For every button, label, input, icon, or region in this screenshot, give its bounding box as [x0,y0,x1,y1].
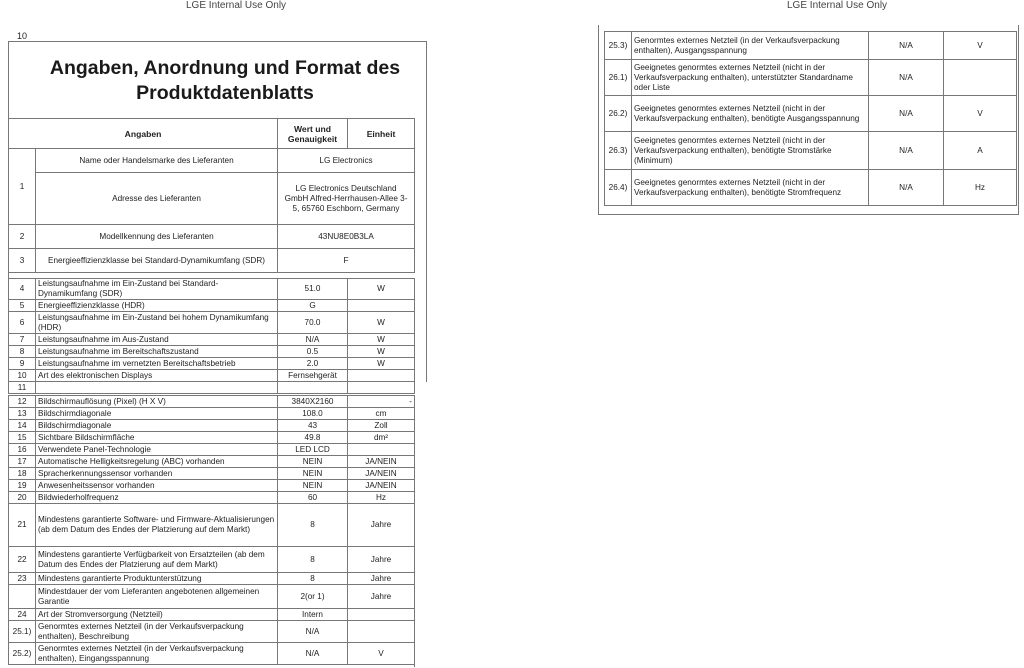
header-left: LGE Internal Use Only [186,0,287,11]
table-row [9,279,415,300]
table-row [9,300,415,312]
row-value: LG Electronics [278,149,415,173]
row-label: Geeignetes genormtes externes Netzteil (nicht in der Verkaufsverpackung enthalten), benötigte Ausgangsspannung [632,96,869,132]
row-number: 15 [9,432,36,444]
row-value: 43 [278,420,348,432]
title-line-1: Angaben, Anordnung und Format des [49,57,401,79]
spec-table-top [8,118,415,273]
row-number: 26.1) [605,60,632,96]
row-unit: Jahre [348,573,415,585]
row-value: 8 [278,504,348,547]
table-row [605,170,1017,206]
row-number: 25.1) [9,621,36,643]
row-label: Sichtbare Bildschirmfläche [36,432,278,444]
header-wert-line2: Genauigkeit [287,133,338,144]
row-value: N/A [869,132,944,170]
row-number: 10 [9,370,36,382]
table-row [9,456,415,468]
row-number: 7 [9,334,36,346]
row-number: 24 [9,609,36,621]
table-row [9,504,415,547]
row-value: N/A [869,170,944,206]
table-row [9,468,415,480]
row-value: Intern [278,609,348,621]
row-number: 26.2) [605,96,632,132]
table-row [9,547,415,573]
table-row [9,173,415,225]
row-unit: V [944,32,1017,60]
row-value: NEIN [278,480,348,492]
row-label: Genormtes externes Netzteil (in der Verkaufsverpackung enthalten), Ausgangsspannung [632,32,869,60]
row-value: N/A [869,32,944,60]
row-label: Art des elektronischen Displays [36,370,278,382]
header-wert [278,119,348,149]
row-label: Bildwiederholfrequenz [36,492,278,504]
spec-table-right [604,31,1017,206]
table-row [605,32,1017,60]
page-title [10,56,440,106]
table-row [9,396,415,408]
row-label: Geeignetes genormtes externes Netzteil (nicht in der Verkaufsverpackung enthalten), unterstützter Standardname oder Liste [632,60,869,96]
page-number: 10 [17,31,28,41]
header-angaben: Angaben [9,119,278,149]
row-value: 43NU8E0B3LA [278,225,415,249]
row-number [9,585,36,609]
row-unit [348,444,415,456]
row-number: 25.3) [605,32,632,60]
table-row [9,370,415,382]
row-value: 49.8 [278,432,348,444]
row-value: 60 [278,492,348,504]
row-number: 13 [9,408,36,420]
spec-table-middle [8,278,415,394]
row-label: Geeignetes genormtes externes Netzteil (nicht in der Verkaufsverpackung enthalten), benötigte Stromfrequenz [632,170,869,206]
row-label: Energieeffizienzklasse (HDR) [36,300,278,312]
row-label: Modellkennung des Lieferanten [36,225,278,249]
row-label: Leistungsaufnahme im Ein-Zustand bei Standard-Dynamikumfang (SDR) [36,279,278,300]
row-number: 11 [9,382,36,394]
table-row [9,444,415,456]
table-row [605,132,1017,170]
row-label: Leistungsaufnahme im Bereitschaftszustand [36,346,278,358]
table-row [9,609,415,621]
row-unit: cm [348,408,415,420]
header-einheit: Einheit [348,119,415,149]
table-row [9,621,415,643]
header-wert-line1: Wert und [293,123,332,134]
row-value: 2(or 1) [278,585,348,609]
row-number: 1 [9,149,36,225]
row-unit [348,609,415,621]
row-value: 108.0 [278,408,348,420]
table-row [9,408,415,420]
row-value: NEIN [278,456,348,468]
table-row [9,312,415,334]
row-value: N/A [869,96,944,132]
row-label: Spracherkennungssensor vorhanden [36,468,278,480]
row-label: Genormtes externes Netzteil (in der Verkaufsverpackung enthalten), Beschreibung [36,621,278,643]
spec-table-bottom [8,395,415,665]
row-unit: JA/NEIN [348,480,415,492]
row-value: N/A [278,643,348,665]
row-unit: JA/NEIN [348,468,415,480]
table-row [9,358,415,370]
row-number: 23 [9,573,36,585]
row-number: 19 [9,480,36,492]
row-number: 18 [9,468,36,480]
row-unit: W [348,279,415,300]
row-unit [348,382,415,394]
row-value: N/A [278,621,348,643]
row-value: G [278,300,348,312]
row-value [278,382,348,394]
row-unit [348,370,415,382]
row-number: 2 [9,225,36,249]
row-label: Mindestens garantierte Verfügbarkeit von Ersatzteilen (ab dem Datum des Endes der Platzierung auf dem Markt) [36,547,278,573]
row-label: Bildschirmdiagonale [36,408,278,420]
row-unit [944,60,1017,96]
title-line-2: Produktdatenblatts [136,82,314,104]
header-right: LGE Internal Use Only [787,0,888,11]
row-unit: W [348,358,415,370]
row-number: 17 [9,456,36,468]
row-label: Leistungsaufnahme im Ein-Zustand bei hohem Dynamikumfang (HDR) [36,312,278,334]
table-row [9,382,415,394]
table-row [9,149,415,173]
row-value: 2.0 [278,358,348,370]
row-label: Leistungsaufnahme im Aus-Zustand [36,334,278,346]
row-number: 26.4) [605,170,632,206]
row-label: Anwesenheitssensor vorhanden [36,480,278,492]
row-value: 70.0 [278,312,348,334]
row-label: Bildschirmdiagonale [36,420,278,432]
row-label: Adresse des Lieferanten [36,173,278,225]
row-value: 8 [278,573,348,585]
row-unit: Jahre [348,585,415,609]
row-label: Geeignetes genormtes externes Netzteil (nicht in der Verkaufsverpackung enthalten), benötigte Stromstärke (Minimum) [632,132,869,170]
row-value: 3840X2160 [278,396,348,408]
table-row [9,573,415,585]
row-number: 5 [9,300,36,312]
table-row [9,225,415,249]
row-number: 26.3) [605,132,632,170]
row-unit: Hz [348,492,415,504]
row-number: 9 [9,358,36,370]
row-label: Verwendete Panel-Technologie [36,444,278,456]
row-value: LG Electronics Deutschland GmbH Alfred-Herrhausen-Allee 3-5, 65760 Eschborn, Germany [278,173,415,225]
row-label: Mindestdauer der vom Lieferanten angebotenen allgemeinen Garantie [36,585,278,609]
row-value: 0.5 [278,346,348,358]
row-number: 6 [9,312,36,334]
row-unit: V [348,643,415,665]
table-row [9,643,415,665]
table-row [605,96,1017,132]
table-row [9,420,415,432]
row-number: 20 [9,492,36,504]
row-unit: - [348,396,415,408]
row-value: 51.0 [278,279,348,300]
row-unit: Hz [944,170,1017,206]
row-value: LED LCD [278,444,348,456]
row-label: Energieeffizienzklasse bei Standard-Dynamikumfang (SDR) [36,249,278,273]
row-value: N/A [278,334,348,346]
row-label: Automatische Helligkeitsregelung (ABC) vorhanden [36,456,278,468]
row-number: 22 [9,547,36,573]
row-label: Leistungsaufnahme im vernetzten Bereitschaftsbetrieb [36,358,278,370]
row-label: Art der Stromversorgung (Netzteil) [36,609,278,621]
row-number: 3 [9,249,36,273]
row-value: N/A [869,60,944,96]
row-number: 21 [9,504,36,547]
table-row [9,249,415,273]
row-value: Fernsehgerät [278,370,348,382]
row-unit: W [348,334,415,346]
row-label: Mindestens garantierte Software- und Firmware-Aktualisierungen (ab dem Datum des Endes der Platzierung auf dem Markt) [36,504,278,547]
table-row [9,432,415,444]
row-label: Name oder Handelsmarke des Lieferanten [36,149,278,173]
table-row [9,334,415,346]
table-row [605,60,1017,96]
row-unit: W [348,346,415,358]
row-unit [348,621,415,643]
row-unit: dm² [348,432,415,444]
row-label: Mindestens garantierte Produktunterstützung [36,573,278,585]
row-label: Bildschirmauflösung (Pixel) (H X V) [36,396,278,408]
row-number: 8 [9,346,36,358]
row-number: 4 [9,279,36,300]
row-unit: W [348,312,415,334]
row-number: 14 [9,420,36,432]
row-value: NEIN [278,468,348,480]
row-unit: Jahre [348,547,415,573]
row-unit: Jahre [348,504,415,547]
row-label: Genormtes externes Netzteil (in der Verkaufsverpackung enthalten), Eingangsspannung [36,643,278,665]
row-value: 8 [278,547,348,573]
row-unit [348,300,415,312]
row-label [36,382,278,394]
row-unit: Zoll [348,420,415,432]
row-number: 16 [9,444,36,456]
row-value: F [278,249,415,273]
row-number: 25.2) [9,643,36,665]
table-row [9,346,415,358]
row-unit: JA/NEIN [348,456,415,468]
table-row [9,585,415,609]
row-number: 12 [9,396,36,408]
table-row [9,492,415,504]
table-header-row [9,119,415,149]
row-unit: A [944,132,1017,170]
table-row [9,480,415,492]
row-unit: V [944,96,1017,132]
